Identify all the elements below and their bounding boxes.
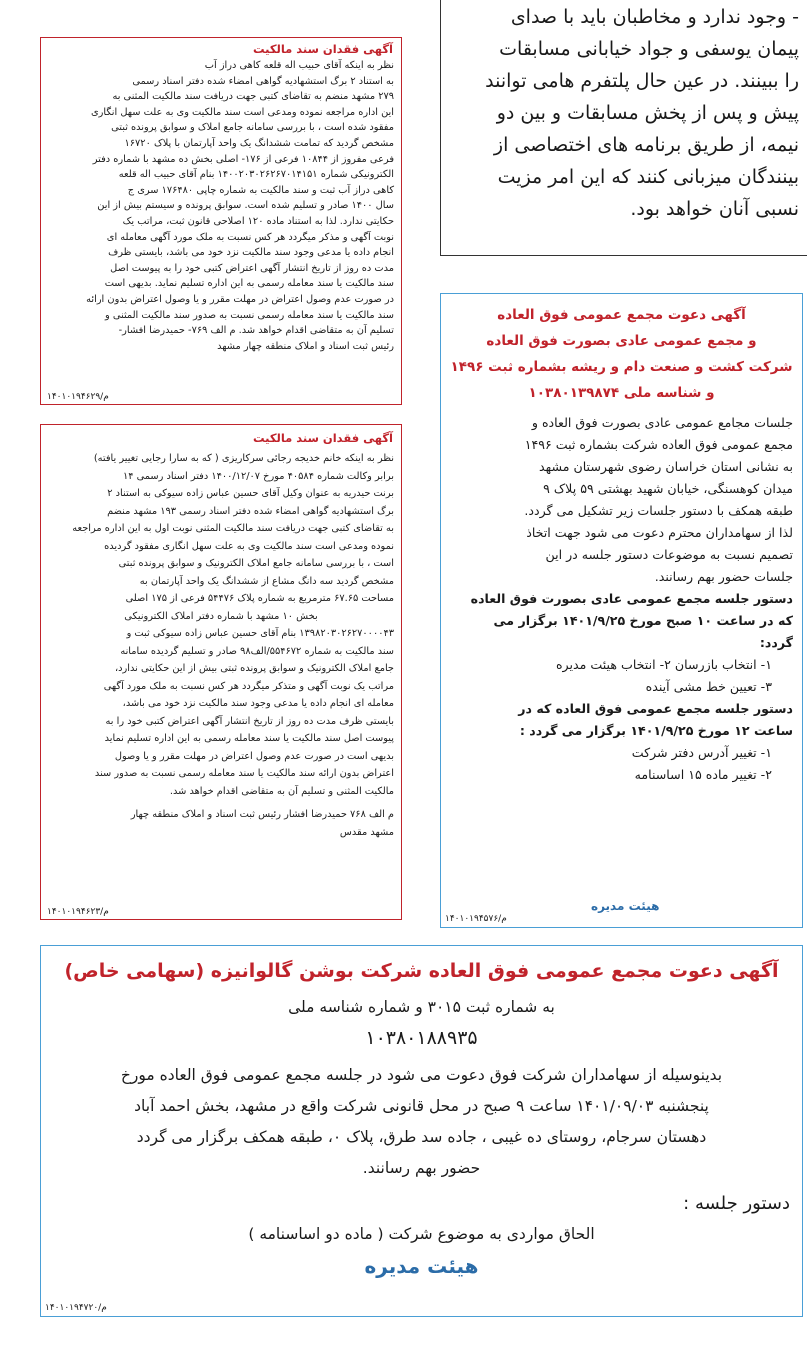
notice-line: تصمیم نسبت به موضوعات دستور جلسه در این: [545, 547, 793, 562]
agenda-item: ۳- تعیین خط مشی آینده: [645, 679, 772, 694]
notice-line: م الف ۷۶۸ حمیدرضا افشار رئیس ثبت اسناد و املاک منطقه چهار: [130, 809, 394, 820]
notice-title-line: و شناسه ملی ۱۰۳۸۰۱۳۹۸۷۴: [528, 385, 715, 401]
agenda-heading: دستور جلسه :: [683, 1193, 790, 1214]
notice-title-line: و مجمع عمومی عادی بصورت فوق العاده: [486, 333, 757, 349]
notice-line: جلسات حضور بهم رسانند.: [654, 569, 793, 584]
notice-line: میدان کوهسنگی، خیابان شهید بهشتی ۵۹ پلاک ۹: [543, 481, 793, 496]
notice-code: ۱۴۰۱۰۱۹۴۶۲۳/م: [47, 907, 109, 917]
notice-line: دهستان سرجام، روستای ده غیبی ، جاده سد طرق، پلاک ۰، طبقه همکف برگزار می گردد: [136, 1128, 707, 1146]
notice-line: ۲۷۹ مشهد منضم به تقاضای کتبی جهت دریافت سند مالکیت المثنی به: [112, 91, 394, 103]
notice-line: بایستی ظرف مدت ده روز از تاریخ انتشار آگهی اعتراض کتبی خود را به: [105, 715, 394, 727]
notice-line: ۱۳۹۸۲۰۳۰۲۶۲۷۰۰۰۰۴۳ بنام آقای حسین عباس زاده سیوکی ثبت و: [126, 628, 394, 639]
notice-title-line: شرکت کشت و صنعت دام و ریشه بشماره ثبت ۱۴۹۶: [450, 359, 793, 375]
article-line: پیش و پس از پخش مسابقات و بین دو: [496, 102, 799, 124]
article-line: نسبی آنان خواهد بود.: [630, 198, 799, 220]
notice-line: سند مالکیت یا سند معامله رسمی نسبت به صدور سند مالکیت المثنی و: [104, 309, 394, 321]
board-signature: هیئت مدیره: [591, 899, 660, 913]
notice-line: این اداره مراجعه نموده ومدعی است سند مالکیت وی به علت سهل انگاری: [91, 106, 394, 118]
board-signature: هیئت مدیره: [364, 1254, 479, 1278]
notice-line: مشخص گردید که تمامت ششدانگ یک واحد آپارتمان با پلاک ۱۶۷۲۰: [124, 137, 394, 149]
galvanize-assembly-notice: [40, 945, 803, 1317]
article-line: نیمه، از طریق برنامه های اختصاصی از: [493, 134, 799, 156]
notice-line: تسلیم آن به متقاضی اقدام خواهد شد. م الف ۷۶۹- حمیدرضا افشار-: [118, 325, 394, 337]
notice-line: طبقه همکف با دستور جلسات زیر تشکیل می گردد.: [524, 503, 793, 518]
notice-line: بدینوسیله از سهامداران شرکت فوق دعوت می شود در جلسه مجمع عمومی فوق العاده مورخ: [120, 1066, 723, 1084]
notice-line: برابر وکالت شماره ۴۰۵۸۴ مورخ ۱۴۰۰/۱۲/۰۷ دفتر اسناد رسمی ۱۴: [122, 470, 394, 482]
notice-line: جلسات مجامع عمومی عادی بصورت فوق العاده و: [531, 415, 793, 430]
notice-line: سند مالکیت به شماره ۵۵۴۶۷۲/الف۹۸ صادر و تسلیم گردیده سامانه: [120, 645, 394, 657]
notice-line: سال ۱۴۰۰ صادر و تسلیم شده است. سوابق پرونده و سیستم بیش از این: [97, 200, 394, 212]
notice-line: نظر به اینکه آقای حبیب اله قلعه کاهی دراز آب: [204, 60, 394, 71]
article-line: پیمان یوسفی و جواد خیابانی مسابقات: [499, 38, 799, 60]
notice-code: ۱۴۰۱۰۱۹۴۶۲۹/م: [47, 392, 109, 402]
notice-line: مالکیت المثنی و تسلیم آن به متقاضی اقدام خواهد شد.: [169, 785, 394, 797]
notice-line: بخش ۱۰ مشهد با شماره دفتر املاک الکترونیکی: [124, 610, 318, 622]
agenda-heading: گردد:: [759, 635, 793, 650]
notice-line: بدیهی است در صورت عدم وصول اعتراض در مهلت مقرر و یا وصول: [114, 750, 394, 762]
notice-line: نوبت آگهی و مذکر میگردد هر کس نسبت به ملک مورد آگهی معامله ای: [106, 231, 394, 243]
registration-text: به شماره ثبت ۳۰۱۵ و شماره شناسه ملی: [288, 998, 555, 1016]
registration-line: [41, 992, 802, 1023]
notice-title-line: آگهی دعوت مجمع عمومی فوق العاده: [497, 307, 746, 323]
notice-line: پنجشنبه ۱۴۰۱/۰۹/۰۳ ساعت ۹ صبح در محل قانونی شرکت واقع در مشهد، بخش احمد آباد: [134, 1097, 709, 1115]
notice-line: لذا از سهامداران محترم دعوت می شود جهت اتخاذ: [526, 525, 793, 540]
notice-line: فرعی مفروز از ۱۰۸۴۴ فرعی از ۱۷۶- اصلی بخش ده مشهد با شماره دفتر: [92, 153, 394, 165]
notice-line: نظر به اینکه خانم خدیجه رجائی سرکاریزی ( که به سارا رجایی تغییر یافته): [93, 453, 394, 464]
notice-line: در صورت عدم وصول اعتراض در مهلت مقرر و یا وصول اعتراض بدون ارائه: [86, 293, 394, 305]
notice-line: مشهد مقدس: [339, 826, 394, 838]
article-column: [440, 0, 807, 256]
agenda-item: ۱- انتخاب بازرسان ۲- انتخاب هیئت مدیره: [555, 657, 772, 672]
agenda-heading: ساعت ۱۲ مورخ ۱۴۰۱/۹/۲۵ برگزار می گردد :: [519, 723, 793, 738]
notice-line: کاهی دراز آب ثبت و سند مالکیت به شماره چاپی ۱۷۶۴۸۰ سری ج: [127, 184, 394, 196]
lost-deed-notice-2: [40, 424, 402, 920]
notice-line: انجام داده یا مدعی وجود سند مالکیت نزد خود می باشد، بایستی ظرف: [108, 247, 394, 259]
notice-code: ۱۴۰۱۰۱۹۴۷۲۰/م: [45, 1303, 107, 1313]
notice-line: به تقاضای کتبی جهت دریافت سند مالکیت المثنی نوبت اول به این اداره مراجعه: [72, 523, 394, 534]
notice-line: است ، با بررسی سامانه جامع املاک الکترونیک و سوابق پرونده ثبتی: [118, 558, 394, 569]
agenda-heading: که در ساعت ۱۰ صبح مورخ ۱۴۰۱/۹/۲۵ برگزار می: [493, 613, 793, 628]
notice-line: جامع املاک الکترونیک و سوابق پرونده ثبتی بیش از این حکایتی ندارد،: [115, 663, 394, 674]
article-line: را ببینند. در عین حال پلتفرم هامی توانند: [485, 70, 799, 92]
notice-line: پیوست اصل سند مالکیت یا سند معامله رسمی به این اداره تسلیم نماید: [104, 733, 394, 744]
notice-line: حضور بهم رسانند.: [362, 1159, 481, 1177]
notice-line: مفقود شده است ، با بررسی سامانه جامع املاک و سوابق پرونده ثبتی: [111, 122, 394, 134]
notice-title: آگهی دعوت مجمع عمومی فوق العاده شرکت بوشن گالوانیزه (سهامی خاص): [64, 960, 779, 982]
notice-line: معامله ای انجام داده یا مدعی وجود سند مالکیت نزد خود می باشد،: [122, 698, 394, 709]
notice-line: الکترونیکی شماره ۱۴۰۰۲۰۳۰۲۶۲۶۷۰۱۴۱۵۱ بنام آقای حبیب اله قلعه: [118, 169, 394, 181]
agenda-item: الحاق مواردی به موضوع شرکت ( ماده دو اساسنامه ): [248, 1225, 595, 1243]
notice-line: برنت حیدریه به عنوان وکیل آقای حسین عباس زاده سیوکی به استناد ۲: [107, 488, 394, 499]
notice-title: آگهی فقدان سند مالکیت: [252, 431, 393, 445]
agenda-item: ۲- تغییر ماده ۱۵ اساسنامه: [634, 767, 772, 782]
article-line: - وجود ندارد و مخاطبان باید با صدای: [510, 6, 799, 28]
notice-line: مدت ده روز از تاریخ انتشار آگهی اعتراض کتبی خود را به پیوست اصل: [110, 262, 394, 274]
notice-line: رئیس ثبت اسناد و املاک منطقه چهار مشهد: [217, 340, 394, 352]
notice-line: مساحت ۶۷.۶۵ مترمربع به شماره پلاک ۵۴۴۷۶ فرعی از ۱۷۵ اصلی: [125, 593, 394, 604]
lost-deed-notice-1: [40, 37, 402, 405]
notice-code: ۱۴۰۱۰۱۹۴۵۷۶/م: [445, 914, 507, 924]
notice-line: مجمع عمومی فوق العاده شرکت بشماره ثبت ۱۴۹۶: [524, 437, 793, 452]
notice-line: سند مالکیت یا سند معامله رسمی به این اداره تسلیم نماید. بدیهی است: [104, 278, 394, 290]
notice-line: برگ استشهادیه گواهی امضاء شده دفتر اسناد رسمی ۱۹۳ مشهد منضم: [107, 505, 394, 517]
national-id: ۱۰۳۸۰۱۸۸۹۳۵: [365, 1027, 478, 1049]
assembly-invitation-notice: [440, 293, 803, 928]
notice-line: اعتراض بدون ارائه سند مالکیت یا سند معامله رسمی نسبت به صدور سند: [94, 768, 394, 779]
notice-line: نموده ومدعی است سند مالکیت وی به علت سهل انگاری مفقود گردیده: [104, 540, 394, 552]
notice-line: مشخص گردید سه دانگ مشاع از ششدانگ یک واحد آپارتمان به: [139, 575, 394, 587]
notice-title: آگهی فقدان سند مالکیت: [252, 42, 393, 56]
agenda-heading: دستور جلسه مجمع عمومی فوق العاده که در: [518, 701, 793, 716]
notice-line: حکایتی ندارد. لذا به استناد ماده ۱۲۰ اصلاحی قانون ثبت، مراتب یک: [122, 215, 394, 227]
notice-line: به استناد ۲ برگ استشهادیه گواهی امضاء شده دفتر اسناد رسمی: [132, 75, 394, 87]
article-line: بینندگان میزبانی کنند که این امر مزیت: [497, 166, 799, 188]
agenda-heading: دستور جلسه مجمع عمومی عادی بصورت فوق العاده: [470, 591, 793, 606]
agenda-item: ۱- تغییر آدرس دفتر شرکت: [631, 745, 772, 760]
notice-line: به نشانی استان خراسان رضوی شهرستان مشهد: [539, 459, 793, 474]
notice-line: مراتب یک نوبت آگهی و متذکر میگردد هر کس نسبت به ملک مورد آگهی: [103, 680, 394, 692]
